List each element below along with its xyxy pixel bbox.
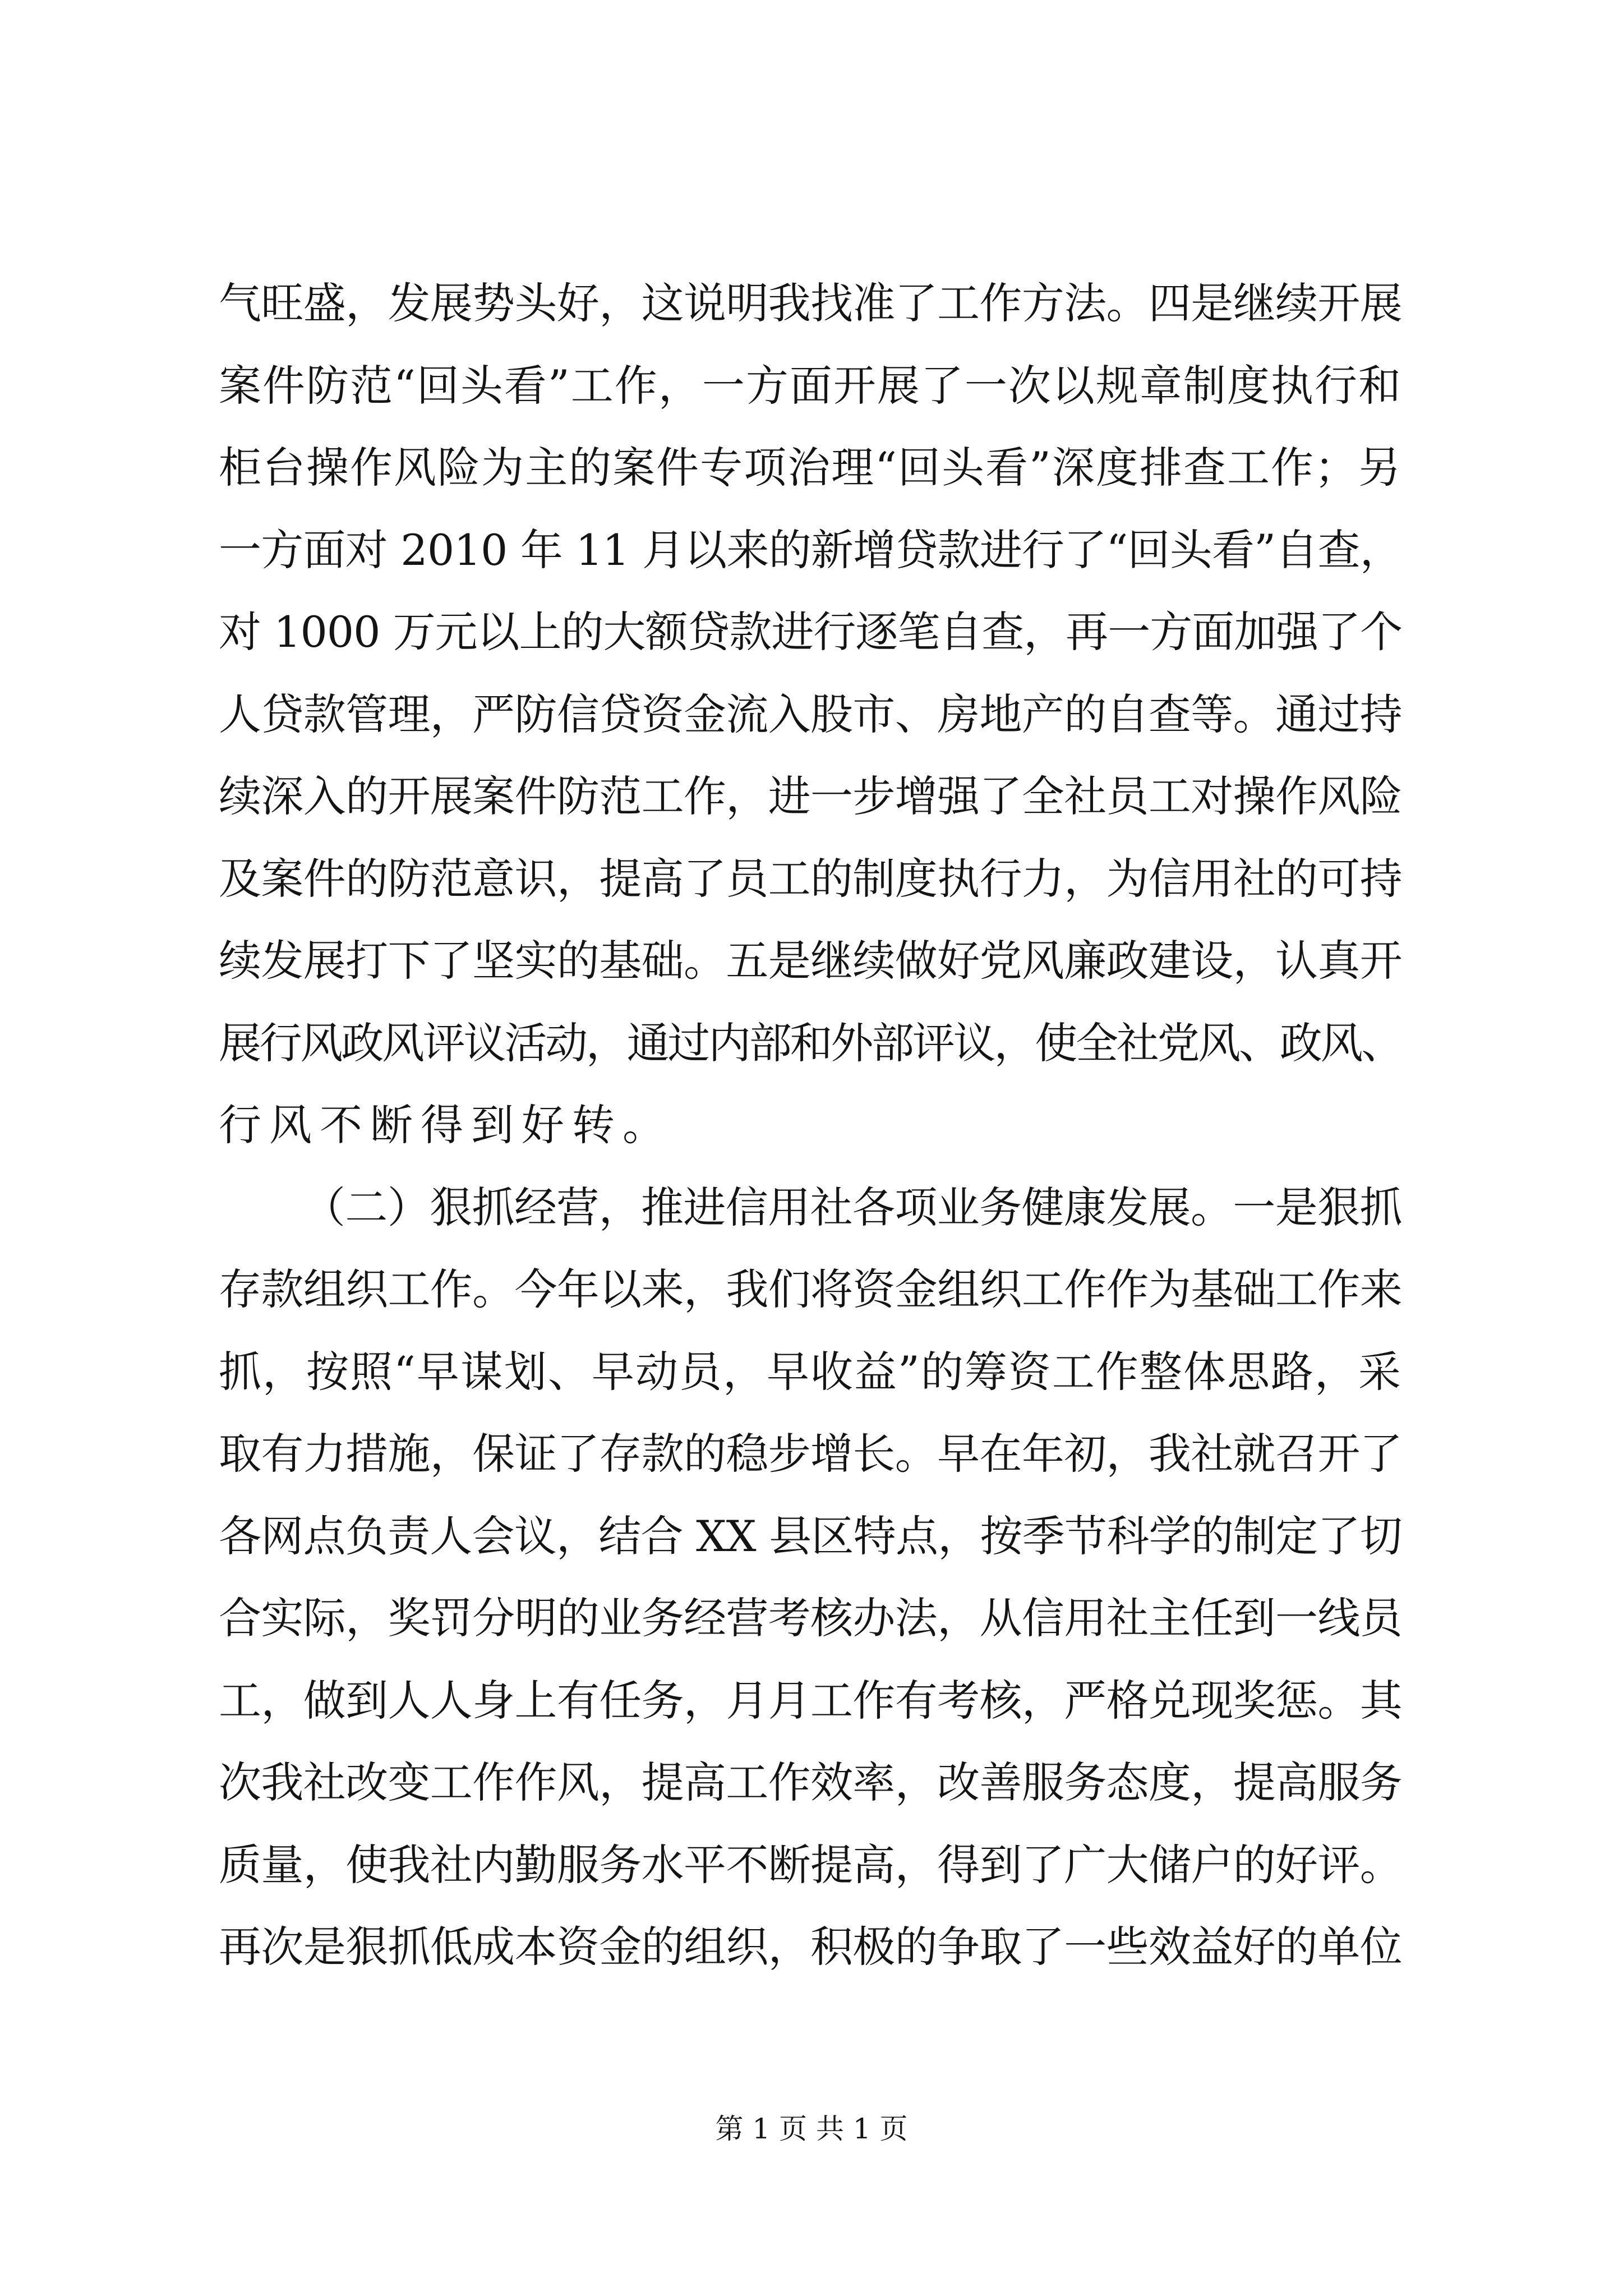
page-footer: 第 1 页 共 1 页: [715, 2113, 908, 2145]
text-line: 工，做到人人身上有任务，月月工作有考核，严格兑现奖惩。其: [219, 1675, 1403, 1726]
text-line: 续发展打下了坚实的基础。五是继续做好党风廉政建设，认真开: [219, 936, 1403, 986]
text-line: 抓，按照“早谋划、早动员，早收益”的筹资工作整体思路，采: [219, 1346, 1402, 1397]
text-line: 一方面对 2010 年 11 月以来的新增贷款进行了“回头看”自查，: [219, 524, 1402, 575]
text-line: 柜台操作风险为主的案件专项治理“回头看”深度排查工作；另: [219, 443, 1402, 493]
text-line: 行风不断得到好转。: [219, 1100, 673, 1150]
text-line: 合实际，奖罚分明的业务经营考核办法，从信用社主任到一线员: [219, 1593, 1403, 1643]
text-line: 质量，使我社内勤服务水平不断提高，得到了广大储户的好评。: [219, 1839, 1403, 1890]
text-line: 取有力措施，保证了存款的稳步增长。早在年初，我社就召开了: [219, 1429, 1403, 1479]
section-heading-line: （二）狠抓经营，推进信用社各项业务健康发展。一是狠抓: [303, 1182, 1402, 1232]
text-line: 各网点负责人会议，结合 XX 县区特点，按季节科学的制定了切: [219, 1511, 1403, 1561]
text-line: 人贷款管理，严防信贷资金流入股市、房地产的自查等。通过持: [219, 689, 1403, 739]
text-line: 续深入的开展案件防范工作，进一步增强了全社员工对操作风险: [219, 771, 1403, 821]
text-line: 对 1000 万元以上的大额贷款进行逐笔自查，再一方面加强了个: [219, 607, 1403, 657]
text-line: 再次是狠抓低成本资金的组织，积极的争取了一些效益好的单位: [219, 1922, 1403, 1972]
text-line: 展行风政风评议活动，通过内部和外部评议，使全社党风、政风、: [219, 1018, 1403, 1068]
text-line: 气旺盛，发展势头好，这说明我找准了工作方法。四是继续开展: [219, 278, 1403, 328]
text-line: 存款组织工作。今年以来，我们将资金组织工作作为基础工作来: [219, 1264, 1403, 1314]
text-line: 次我社改变工作作风，提高工作效率，改善服务态度，提高服务: [219, 1757, 1403, 1807]
body-text: [219, 263, 1402, 1989]
text-line: 案件防范“回头看”工作，一方面开展了一次以规章制度执行和: [219, 360, 1402, 411]
text-line: 及案件的防范意识，提高了员工的制度执行力，为信用社的可持: [219, 853, 1403, 904]
